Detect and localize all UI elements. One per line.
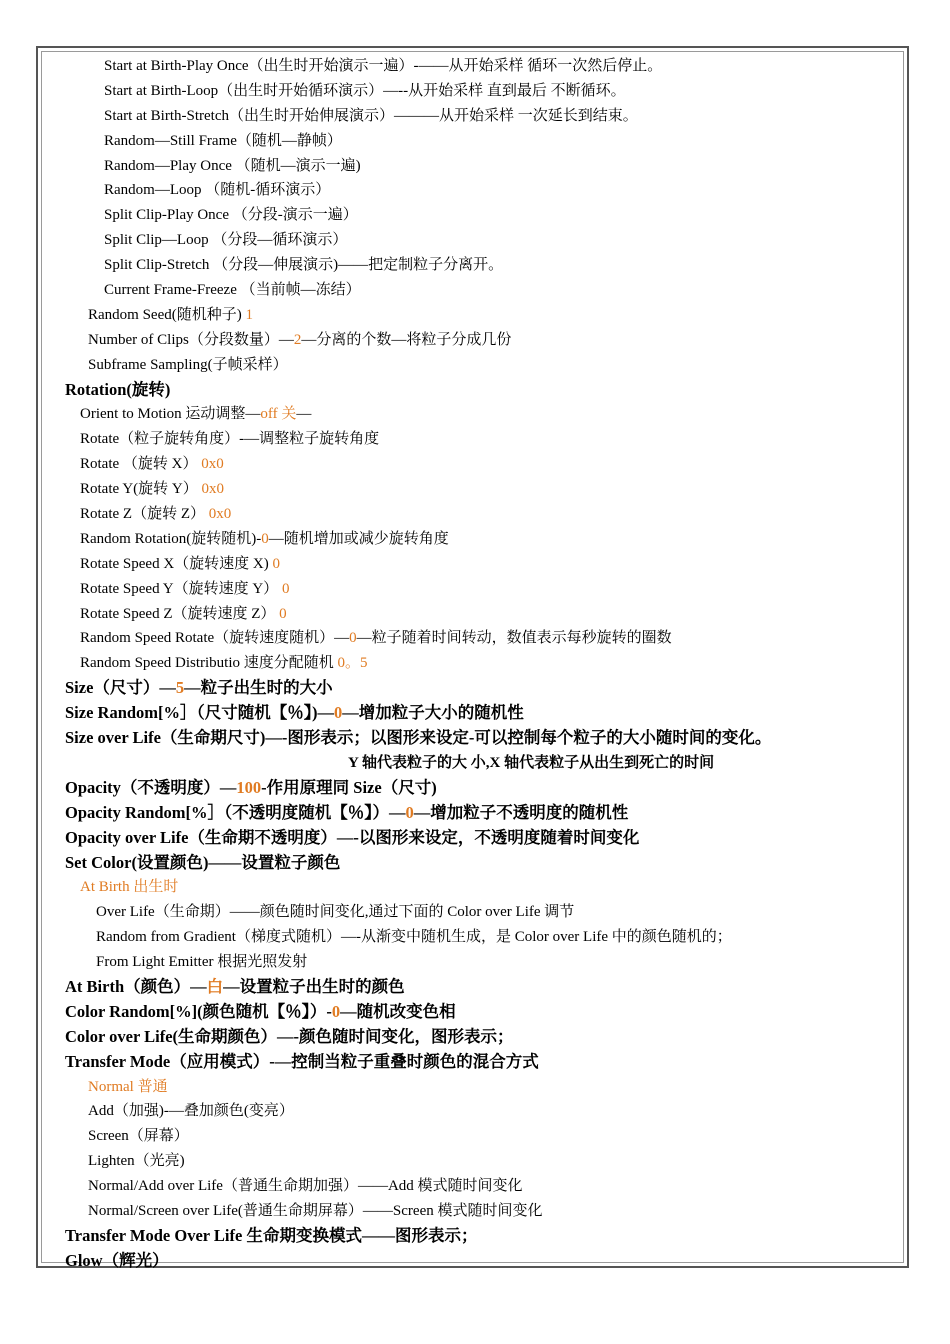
text-line bbox=[0, 726, 950, 751]
value-text: 0x0 bbox=[201, 456, 224, 473]
line-text: Opacity over Life（生命期不透明度）—-以图形来设定，不透明度随着时间变化 bbox=[65, 827, 640, 847]
value-text: 0 bbox=[261, 530, 269, 547]
text-line bbox=[0, 801, 950, 826]
text-line bbox=[0, 427, 950, 452]
line-text: Color over Life(生命期颜色）—-颜色随时间变化，图形表示； bbox=[65, 1026, 514, 1046]
line-text: Y 轴代表粒子的大 小,X 轴代表粒子从出生到死亡的时间 bbox=[348, 754, 715, 771]
text-line bbox=[0, 1224, 950, 1249]
text-line bbox=[0, 751, 950, 776]
value-text: 0 bbox=[281, 580, 290, 597]
line-text: Random Speed Rotate（旋转速度随机）— bbox=[80, 630, 350, 647]
line-text: Screen（屏幕） bbox=[88, 1128, 189, 1145]
line-text: Rotate Speed Y（旋转速度 Y） bbox=[80, 580, 282, 597]
line-text: Over Life（生命期）——颜色随时间变化,通过下面的 Color over Life 调节 bbox=[96, 904, 575, 921]
line-text: —随机改变色相 bbox=[340, 1001, 456, 1021]
text-line bbox=[0, 104, 950, 129]
text-line bbox=[0, 701, 950, 726]
line-text: Rotation(旋转) bbox=[65, 379, 171, 399]
line-text: Transfer Mode Over Life 生命期变换模式——图形表示； bbox=[65, 1225, 478, 1245]
line-text: —分离的个数—将粒子分成几份 bbox=[301, 331, 512, 348]
value-text: 0x0 bbox=[201, 481, 225, 498]
text-line bbox=[0, 1249, 950, 1274]
line-text: Opacity（不透明度）— bbox=[65, 777, 237, 797]
line-text: Orient to Motion 运动调整— bbox=[80, 406, 261, 423]
line-text: Size over Life（生命期尺寸)—-图形表示；以图形来设定-可以控制每个粒子的大小随时间的变化。 bbox=[65, 728, 772, 748]
text-line bbox=[0, 1199, 950, 1224]
line-text: Rotate（粒子旋转角度）-—调整粒子旋转角度 bbox=[80, 431, 380, 448]
value-text: off 关 bbox=[260, 406, 297, 423]
text-line bbox=[0, 452, 950, 477]
line-text: —粒子随着时间转动，数值表示每秒旋转的圈数 bbox=[356, 630, 672, 647]
text-line bbox=[0, 502, 950, 527]
line-text: Start at Birth-Play Once（出生时开始演示一遍）-——从开始采样 循环一次然后停止。 bbox=[104, 58, 663, 74]
text-line bbox=[0, 900, 950, 925]
document-body bbox=[0, 54, 950, 1274]
value-text: 0 bbox=[279, 605, 287, 622]
value-text: 白 bbox=[206, 976, 224, 996]
line-text: Lighten（光亮) bbox=[88, 1153, 185, 1170]
line-text: At Birth（颜色）— bbox=[65, 976, 207, 996]
line-text: Random—Still Frame（随机—静帧） bbox=[104, 132, 342, 149]
text-line bbox=[0, 851, 950, 876]
line-text: —粒子出生时的大小 bbox=[184, 678, 333, 698]
line-text: Split Clip-Play Once （分段-演示一遍） bbox=[104, 207, 358, 224]
line-text: Rotate Y(旋转 Y） bbox=[80, 481, 202, 498]
text-line bbox=[0, 602, 950, 627]
text-line bbox=[0, 378, 950, 403]
value-text: 0 bbox=[331, 1001, 341, 1021]
line-text: Add（加强)-—叠加颜色(变亮） bbox=[88, 1103, 294, 1120]
text-line bbox=[0, 203, 950, 228]
text-line bbox=[0, 1075, 950, 1100]
line-text: — bbox=[296, 406, 312, 423]
line-text: Random from Gradient（梯度式随机）—-从渐变中随机生成，是 Color over Life 中的颜色随机的； bbox=[96, 929, 732, 946]
line-text: -作用原理同 Size（尺寸) bbox=[261, 777, 437, 797]
line-text: Random Seed(随机种子) bbox=[88, 306, 246, 323]
text-line bbox=[0, 79, 950, 104]
text-line bbox=[0, 626, 950, 651]
text-line bbox=[0, 303, 950, 328]
line-text: —随机增加或减少旋转角度 bbox=[268, 530, 449, 547]
line-text: Size Random[%］（尺寸随机【％】)— bbox=[65, 703, 335, 723]
value-text: 1 bbox=[245, 306, 253, 323]
text-line bbox=[0, 950, 950, 975]
value-text: At Birth 出生时 bbox=[80, 879, 179, 896]
text-line bbox=[0, 826, 950, 851]
value-text: 0 bbox=[334, 703, 343, 723]
line-text: Start at Birth-Stretch（出生时开始伸展演示）———从开始采样 一次延长到结束。 bbox=[104, 107, 638, 124]
text-line bbox=[0, 577, 950, 602]
line-text: Transfer Mode（应用模式）-—控制当粒子重叠时颜色的混合方式 bbox=[65, 1051, 539, 1071]
line-text: Random—Play Once （随机—演示一遍) bbox=[104, 157, 361, 174]
value-text: 0 bbox=[405, 802, 414, 822]
text-line bbox=[0, 925, 950, 950]
text-line bbox=[0, 1025, 950, 1050]
text-line bbox=[0, 1124, 950, 1149]
value-text: 100 bbox=[236, 777, 262, 797]
line-text: Set Color(设置颜色)——设置粒子颜色 bbox=[65, 852, 341, 872]
line-text: Glow（辉光） bbox=[65, 1250, 169, 1270]
line-text: Rotate Speed Z（旋转速度 Z） bbox=[80, 605, 280, 622]
text-line bbox=[0, 129, 950, 154]
line-text: Split Clip—Loop （分段—循环演示） bbox=[104, 232, 348, 249]
value-text: 0。5 bbox=[337, 655, 368, 672]
value-text: 2 bbox=[293, 331, 302, 348]
line-text: —增加粒子大小的随机性 bbox=[342, 703, 524, 723]
line-text: Rotate Speed X（旋转速度 X) bbox=[80, 555, 273, 572]
text-line bbox=[0, 1099, 950, 1124]
text-line bbox=[0, 253, 950, 278]
value-text: Normal 普通 bbox=[88, 1078, 168, 1095]
text-line bbox=[0, 54, 950, 79]
line-text: Current Frame-Freeze （当前帧—冻结） bbox=[104, 282, 361, 299]
line-text: Random Speed Distributio 速度分配随机 bbox=[80, 655, 338, 672]
line-text: Color Random[%](颜色随机【％】）- bbox=[65, 1001, 332, 1021]
text-line bbox=[0, 278, 950, 303]
value-text: 0 bbox=[349, 630, 357, 647]
text-line bbox=[0, 228, 950, 253]
line-text: Start at Birth-Loop（出生时开始循环演示）—--从开始采样 直到最后 不断循环。 bbox=[104, 82, 626, 99]
line-text: Size（尺寸）— bbox=[65, 678, 176, 698]
text-line bbox=[0, 1149, 950, 1174]
text-line bbox=[0, 477, 950, 502]
text-line bbox=[0, 875, 950, 900]
line-text: —增加粒子不透明度的随机性 bbox=[413, 802, 629, 822]
text-line bbox=[0, 328, 950, 353]
text-line bbox=[0, 154, 950, 179]
line-text: Normal/Screen over Life(普通生命期屏幕）——Screen 模式随时间变化 bbox=[88, 1202, 543, 1219]
line-text: Opacity Random[%］（不透明度随机【％】）— bbox=[65, 802, 406, 822]
text-line bbox=[0, 651, 950, 676]
value-text: 0x0 bbox=[208, 506, 232, 523]
text-line bbox=[0, 552, 950, 577]
line-text: Rotate Z（旋转 Z） bbox=[80, 506, 209, 523]
text-line bbox=[0, 1000, 950, 1025]
text-line bbox=[0, 975, 950, 1000]
text-line bbox=[0, 178, 950, 203]
line-text: Subframe Sampling(子帧采样） bbox=[88, 356, 288, 373]
text-line bbox=[0, 1174, 950, 1199]
line-text: Random Rotation(旋转随机)- bbox=[80, 530, 262, 547]
text-line bbox=[0, 776, 950, 801]
value-text: 0 bbox=[272, 555, 280, 572]
text-line bbox=[0, 527, 950, 552]
text-line bbox=[0, 353, 950, 378]
line-text: —设置粒子出生时的颜色 bbox=[223, 976, 405, 996]
line-text: Random—Loop （随机-循环演示） bbox=[104, 182, 331, 199]
line-text: Normal/Add over Life（普通生命期加强）——Add 模式随时间变化 bbox=[88, 1178, 523, 1195]
value-text: 5 bbox=[175, 678, 185, 698]
line-text: Split Clip-Stretch （分段—伸展演示)——把定制粒子分离开。 bbox=[104, 257, 504, 274]
line-text: Number of Clips（分段数量）— bbox=[88, 331, 294, 348]
text-line bbox=[0, 402, 950, 427]
line-text: Rotate （旋转 X） bbox=[80, 456, 202, 473]
text-line bbox=[0, 676, 950, 701]
line-text: From Light Emitter 根据光照发射 bbox=[96, 954, 308, 971]
text-line bbox=[0, 1050, 950, 1075]
